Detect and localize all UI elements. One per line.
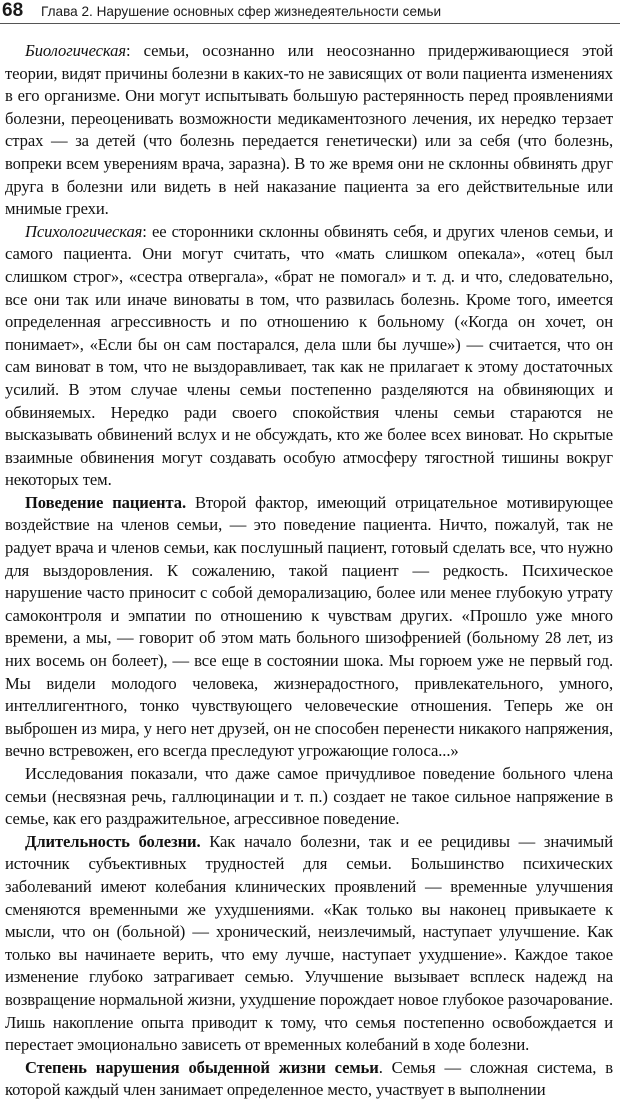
paragraph-patient-behavior bbox=[5, 492, 613, 763]
paragraph-text: : ее сторонники склонны обвинять себя, и других членов семьи, и самого пациента. Они могут считать, что «мать слишком опекала», «отец был слишком строг», «сестра отвергала», «брат не помогал» и т. д. и что, следовательно, все они так или иначе виноваты в том, что развилась болезнь. Кроме того, имеется определенная агрессивность и по отношению к больному («Когда он хочет, он понимает», «Если бы он сам постарался, дела шли бы лучше») — считается, что он сам виноват в том, что не выздоравливает, так как не прилагает к этому достаточных усилий. В этом случае члены семьи постепенно разделяются на обвиняющих и обвиняемых. Нередко ради своего спокойствия члены семьи стараются не высказывать обвинений вслух и не обсуждать, кто же более всех виноват. Но скрытые взаимные обвинения могут создавать особую атмосферу тягостной тишины вокруг некоторых тем. bbox=[5, 221, 613, 490]
paragraph-text: Как начало болезни, так и ее рецидивы — значимый источник субъективных трудностей для семьи. Большинство психических заболеваний имеют колебания клинических проявлений — временные улучшения сменяются временными же ухудшениями. «Как только вы наконец привыкаете к мысли, что он (больной) — хронический, неизлечимый, наступает улучшение. Как только вы начинаете верить, что ему лучше, наступает ухудшение». Каждое такое изменение глубоко затрагивает семью. Улучшение вызывает всплеск надежд на возвращение нормальной жизни, ухудшение порождает новое глубокое разочарование. Лишь накопление опыта приводит к тому, что семья постепенно освобождается и перестает эмоционально зависеть от временных колебаний в ходе болезни. bbox=[5, 831, 613, 1055]
heading-patient-behavior: Поведение пациента. bbox=[25, 492, 186, 512]
paragraph-biological bbox=[5, 40, 613, 221]
page-number: 68 bbox=[2, 0, 24, 21]
paragraph-text: Исследования показали, что даже самое причудливое поведение больного члена семьи (несвязная речь, галлюцинации и т. п.) создает не такое сильное напряжение в семье, как его раздражительное, агрессивное поведение. bbox=[5, 764, 613, 829]
paragraph-text: Второй фактор, имеющий отрицательное мотивирующее воздействие на членов семьи, — это поведение пациента. Ничто, пожалуй, так не радует врача и членов семьи, как послушный пациент, готовый сделать все, что нужно для выздоровления. К сожалению, такой пациент — редкость. Психическое нарушение часто приносит с собой деморализацию, более или менее глубокую утрату самоконтроля и эмпатии по отношению к чувствам других. «Прошло уже много времени, а мы, — говорит об этом мать больного шизофренией (больному 28 лет, из них восемь он болеет), — все еще в состоянии шока. Мы горюем уже не первый год. Мы видели молодого человека, жизнерадостного, привлекательного, умного, интеллигентного, тонко чувствующего человеческие отношения. Теперь же он выброшен из мира, у него нет друзей, он не способен перенести никакого напряжения, вечно встревожен, его всегда преследуют угрожающие голоса...» bbox=[5, 492, 613, 761]
paragraph-illness-duration bbox=[5, 831, 613, 1057]
paragraph-psychological bbox=[5, 221, 613, 492]
term-psychological: Психологическая bbox=[25, 221, 143, 241]
header-divider bbox=[0, 23, 620, 24]
paragraph-text: . Семья — сложная система, в которой каждый член занимает определенное место, участвует в выполнении bbox=[5, 1057, 613, 1100]
paragraph-research bbox=[5, 763, 613, 831]
paragraph-daily-life bbox=[5, 1057, 613, 1102]
heading-illness-duration: Длительность болезни. bbox=[25, 831, 201, 851]
paragraph-text: : семьи, осознанно или неосознанно придерживающиеся этой теории, видят причины болезни в каких-то не зависящих от воли пациента изменениях в его организме. Они могут испытывать большую растерянность перед проявлениями болезни, переоценивать возможности медикаментозного лечения, их нередко терзает страх — за детей (что болезнь передается генетически) или за себя (что болезнь, вопреки всем уверениям врача, заразна). В то же время они не склонны обвинять друг друга в болезни или видеть в ней наказание пациента за его действительные или мнимые грехи. bbox=[5, 41, 613, 219]
body-text bbox=[5, 40, 613, 1102]
page-header bbox=[0, 0, 620, 24]
term-biological: Биологическая bbox=[25, 41, 126, 60]
running-title: Глава 2. Нарушение основных сфер жизнедеятельности семьи bbox=[41, 4, 442, 19]
heading-daily-life: Степень нарушения обыденной жизни семьи bbox=[25, 1057, 379, 1077]
